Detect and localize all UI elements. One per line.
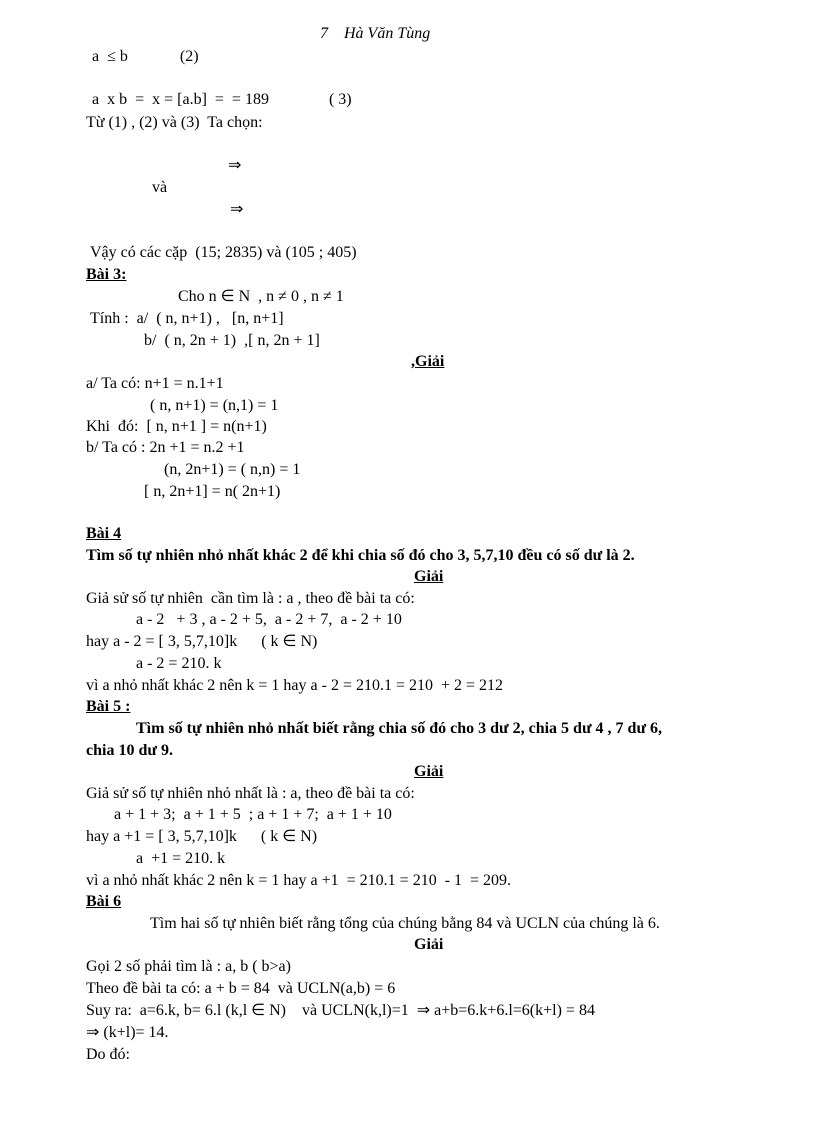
solution-heading: Giải: [414, 568, 444, 585]
text-line: ( n, n+1) = (n,1) = 1: [150, 397, 279, 414]
text-line: hay a - 2 = [ 3, 5,7,10]k ( k ∈ N): [86, 633, 318, 650]
section-title-bai-3: Bài 3:: [86, 266, 127, 283]
text-line: a x b = x = [a.b] = = 189 ( 3): [92, 91, 352, 108]
problem-statement-cont: chia 10 dư 9.: [86, 742, 173, 759]
text-line: hay a +1 = [ 3, 5,7,10]k ( k ∈ N): [86, 828, 318, 845]
text-line: Do đó:: [86, 1046, 130, 1063]
author-name: Hà Văn Tùng: [344, 25, 431, 42]
problem-statement: Tìm số tự nhiên nhỏ nhất khác 2 để khi chia số đó cho 3, 5,7,10 đều có số dư là 2.: [86, 547, 635, 564]
text-line: [ n, 2n+1] = n( 2n+1): [144, 483, 281, 500]
solution-heading: ,Giải: [411, 353, 445, 370]
solution-heading: Giải: [414, 763, 444, 780]
text-line: ⇒ (k+l)= 14.: [86, 1024, 169, 1041]
text-line: a/ Ta có: n+1 = n.1+1: [86, 375, 224, 392]
text-line: Gọi 2 số phải tìm là : a, b ( b>a): [86, 958, 291, 975]
text-line: a ≤ b (2): [92, 48, 199, 65]
text-line: a - 2 = 210. k: [136, 655, 222, 672]
text-line: Theo đề bài ta có: a + b = 84 và UCLN(a,b) = 6: [86, 980, 396, 997]
text-line: và: [152, 179, 168, 196]
text-line: Suy ra: a=6.k, b= 6.l (k,l ∈ N) và UCLN(k,l)=1 ⇒ a+b=6.k+6.l=6(k+l) = 84: [86, 1002, 595, 1019]
text-line: Giả sử số tự nhiên cần tìm là : a , theo đề bài ta có:: [86, 590, 415, 607]
text-line: vì a nhỏ nhất khác 2 nên k = 1 hay a - 2 = 210.1 = 210 + 2 = 212: [86, 677, 504, 694]
text-line: Vậy có các cặp (15; 2835) và (105 ; 405): [90, 244, 357, 261]
text-line: vì a nhỏ nhất khác 2 nên k = 1 hay a +1 = 210.1 = 210 - 1 = 209.: [86, 872, 512, 889]
text-line: b/ ( n, 2n + 1) ,[ n, 2n + 1]: [144, 332, 320, 349]
text-line: Tính : a/ ( n, n+1) , [n, n+1]: [90, 310, 284, 327]
text-line: a - 2 + 3 , a - 2 + 5, a - 2 + 7, a - 2 + 10: [136, 611, 402, 628]
text-line: (n, 2n+1) = ( n,n) = 1: [164, 461, 301, 478]
section-title-bai-4: Bài 4: [86, 525, 122, 542]
problem-statement: Tìm hai số tự nhiên biết rằng tổng của chúng bằng 84 và UCLN của chúng là 6.: [150, 915, 660, 932]
text-line: Khi đó: [ n, n+1 ] = n(n+1): [86, 418, 267, 435]
solution-heading: Giải: [414, 936, 444, 953]
text-line: Từ (1) , (2) và (3) Ta chọn:: [86, 114, 263, 131]
page-number: 7: [320, 25, 328, 42]
problem-statement: Tìm số tự nhiên nhỏ nhất biết rằng chia số đó cho 3 dư 2, chia 5 dư 4 , 7 dư 6,: [136, 720, 663, 737]
implies-symbol: ⇒: [228, 157, 242, 174]
text-line: a +1 = 210. k: [136, 850, 226, 867]
text-line: Cho n ∈ N , n ≠ 0 , n ≠ 1: [178, 288, 344, 305]
section-title-bai-6: Bài 6: [86, 893, 122, 910]
implies-symbol: ⇒: [230, 201, 244, 218]
text-line: b/ Ta có : 2n +1 = n.2 +1: [86, 439, 245, 456]
text-line: a + 1 + 3; a + 1 + 5 ; a + 1 + 7; a + 1 + 10: [114, 806, 392, 823]
text-line: Giả sử số tự nhiên nhỏ nhất là : a, theo đề bài ta có:: [86, 785, 415, 802]
section-title-bai-5: Bài 5 :: [86, 698, 131, 715]
